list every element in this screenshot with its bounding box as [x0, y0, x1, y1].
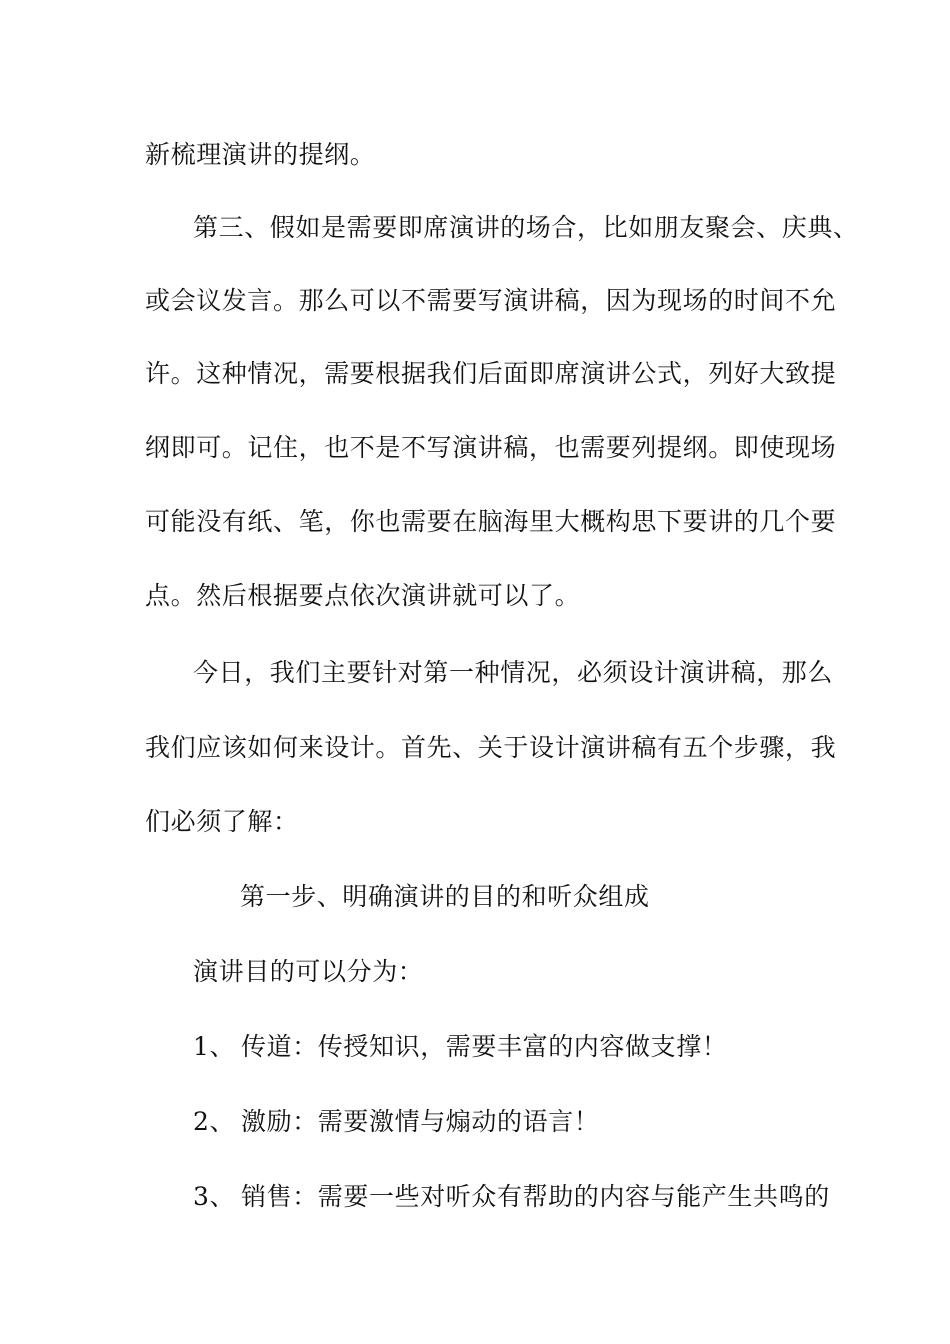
paragraph-line: 点。然后根据要点依次演讲就可以了。 [145, 581, 581, 610]
paragraph-line: 或会议发言。那么可以不需要写演讲稿，因为现场的时间不允 [145, 286, 837, 315]
list-item-text: 激励：需要激情与煽动的语言！ [241, 1107, 600, 1136]
list-item-text: 传道：传授知识，需要丰富的内容做支撑！ [241, 1032, 728, 1061]
paragraph-line: 可能没有纸、笔，你也需要在脑海里大概构思下要讲的几个要 [145, 507, 837, 536]
list-item [193, 1182, 830, 1212]
list-item-number: 3、 [193, 1182, 236, 1211]
list-item-text: 销售：需要一些对听众有帮助的内容与能产生共鸣的 [241, 1182, 830, 1211]
paragraph-line: 纲即可。记住，也不是不写演讲稿，也需要列提纲。即使现场 [145, 433, 837, 462]
paragraph-line: 新梳理演讲的提纲。 [145, 140, 376, 169]
paragraph-line: 今日，我们主要针对第一种情况，必须设计演讲稿，那么 [193, 658, 834, 687]
section-heading: 第一步、明确演讲的目的和听众组成 [240, 882, 650, 911]
paragraph-line: 我们应该如何来设计。首先、关于设计演讲稿有五个步骤，我 [145, 733, 837, 762]
paragraph-line: 第三、假如是需要即席演讲的场合，比如朋友聚会、庆典、 [193, 213, 859, 242]
list-item-number: 2、 [193, 1107, 236, 1136]
paragraph-line: 们必须了解： [145, 807, 299, 836]
list-item-number: 1、 [193, 1032, 236, 1061]
paragraph-line: 许。这种情况，需要根据我们后面即席演讲公式，列好大致提 [145, 359, 837, 388]
list-item [193, 1032, 727, 1062]
paragraph-line: 演讲目的可以分为： [193, 957, 424, 986]
list-item [193, 1107, 599, 1137]
